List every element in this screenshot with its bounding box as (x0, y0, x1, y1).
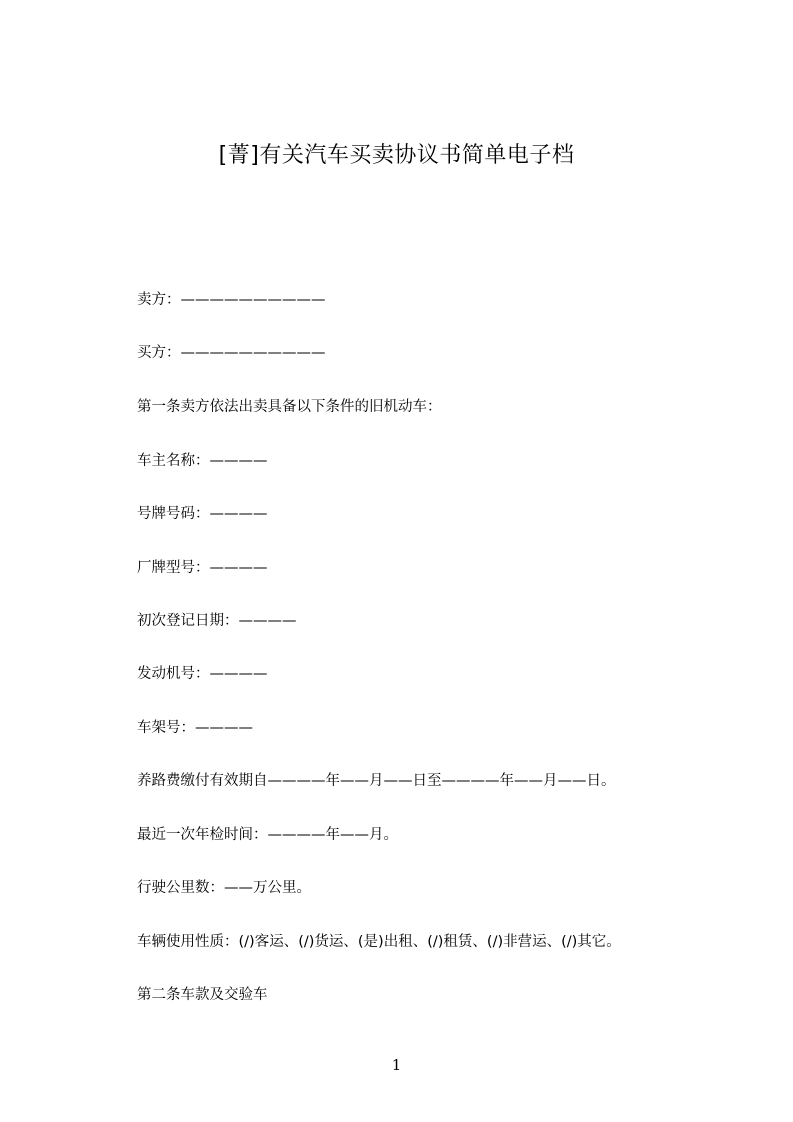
first-registration-date-line: 初次登记日期：———— (137, 613, 297, 629)
road-fee-validity-line: 养路费缴付有效期自————年——月——日至————年——月——日。 (137, 773, 616, 789)
usage-type-line: 车辆使用性质：(/)客运、(/)货运、(是)出租、(/)租赁、(/)非营运、(/)其它。 (137, 934, 621, 950)
frame-number-line: 车架号：———— (137, 720, 253, 736)
buyer-line: 买方：—————————— (137, 345, 326, 361)
article-two-heading: 第二条车款及交验车 (137, 987, 268, 1003)
annual-inspection-line: 最近一次年检时间：————年——月。 (137, 827, 398, 843)
document-title: [菁]有关汽车买卖协议书简单电子档 (218, 143, 575, 168)
plate-number-line: 号牌号码：———— (137, 506, 268, 522)
brand-model-line: 厂牌型号：———— (137, 560, 268, 576)
owner-name-line: 车主名称：———— (137, 453, 268, 469)
page-number: 1 (391, 1056, 402, 1074)
engine-number-line: 发动机号：———— (137, 666, 268, 682)
mileage-line: 行驶公里数：——万公里。 (137, 880, 311, 896)
seller-line: 卖方：—————————— (137, 292, 326, 308)
article-one-heading: 第一条卖方依法出卖具备以下条件的旧机动车： (137, 399, 442, 415)
